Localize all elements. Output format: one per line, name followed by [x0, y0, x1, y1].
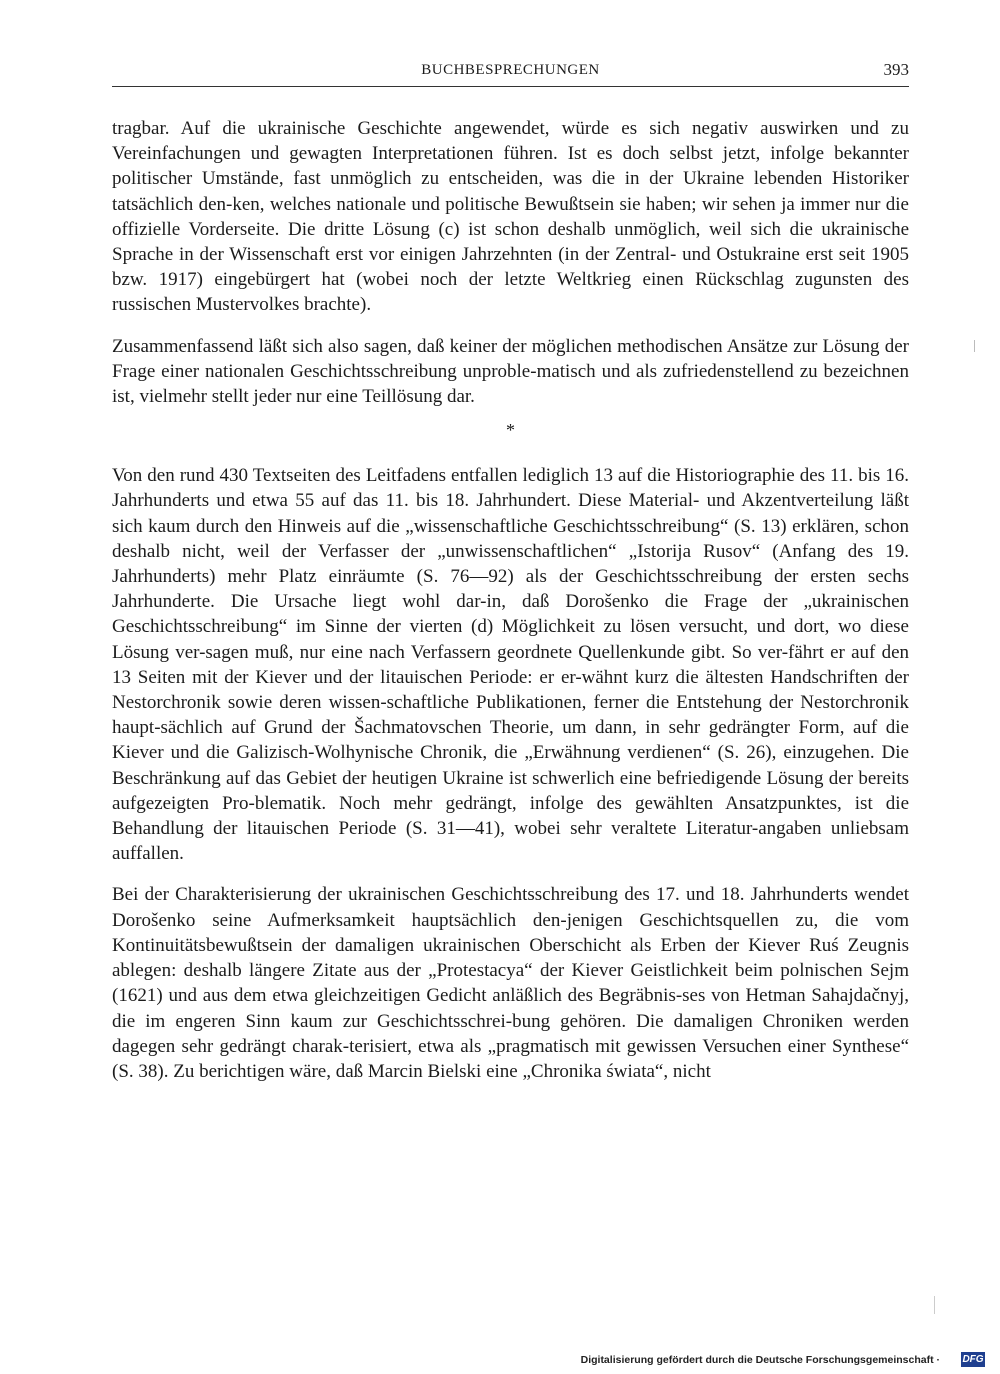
paragraph-spacer — [112, 866, 909, 882]
section-divider: * — [506, 420, 515, 441]
paragraph-spacer — [112, 318, 909, 334]
running-title: BUCHBESPRECHUNGEN — [421, 62, 600, 78]
paragraph-2: Zusammenfassend läßt sich also sagen, daß keiner der möglichen methodischen Ansätze zur Lösung der Frage einer nationalen Geschichtsschreibung unproble-matisch und als zufriedenstellend zu bezeichnen ist, vielmehr stellt jeder nur eine Teillösung dar. — [112, 335, 909, 408]
paragraph-3: Von den rund 430 Textseiten des Leitfadens entfallen lediglich 13 auf die Historiographie des 11. bis 16. Jahrhunderts und etwa 55 auf das 11. bis 18. Jahrhundert. Diese Material- und Akzentverteilung läßt sich kaum durch den Hinweis auf die „wissenschaftliche Geschichtsschreibung“ (S. 13) erklären, schon deshalb nicht, weil der Verfasser der „unwissenschaftlichen“ „Istorija Rusov“ (Anfang des 19. Jahrhunderts) mehr Platz einräumte (S. 76—92) als der Geschichtsschreibung der ersten sechs Jahrhunderte. Die Ursache liegt wohl dar-in, daß Dorošenko die Frage der „ukrainischen Geschichtsschreibung“ im Sinne der vierten (d) Möglichkeit zu lösen versucht, und dort, wo diese Lösung ver-sagen muß, nur eine nach Verfassern geordnete Quellenkunde gibt. So ver-fährt er auf den 13 Seiten mit der Kiever und der litauischen Periode: er er-wähnt kurz die ältesten Handschriften der Nestorchronik sowie deren wissen-schaftliche Publikationen, ferner die Entstehung der Nestorchronik haupt-sächlich auf Grund der Šachmatovschen Theorie, um dann, in sehr gedrängter Form, auf die Kiever und die Galizisch-Wolhynische Chronik, die „Erwähnung verdienen“ (S. 26), einzugehen. Die Beschränkung auf das Gebiet der heutigen Ukraine ist schwerlich eine befriedigende Lösung der bereits aufgezeigten Pro-blematik. Noch mehr gedrängt, infolge des gewählten Ansatzpunktes, ist die Behandlung der litauischen Periode (S. 31—41), wobei sehr veraltete Literatur-angaben unliebsam auffallen. — [112, 465, 909, 865]
page-number: 393 — [883, 60, 909, 79]
funding-note: Digitalisierung gefördert durch die Deutsche Forschungsgemeinschaft · — [580, 1354, 940, 1366]
paragraph-1: tragbar. Auf die ukrainische Geschichte angewendet, würde es sich negativ auswirken und zu Vereinfachungen und gewagten Interpretationen führen. Ist es doch selbst jetzt, infolge bekannter politischer Umstände, fast unmöglich zu entscheiden, was die in der Ukraine lebenden Historiker tatsächlich den-ken, welches nationale und politische Bewußtsein sie haben; wir sehen ja immer nur die offizielle Vorderseite. Die dritte Lösung (c) ist schon deshalb unmöglich, weil sich die ukrainische Sprache in der Wissenschaft erst vor einigen Jahrzehnten (in der Zentral- und Ostukraine erst seit 1905 bzw. 1917) eingebürgert hat (wobei noch der letzte Weltkrieg einen Rückschlag zugunsten des russischen Mustervolkes brachte). — [112, 118, 909, 316]
paragraph-4: Bei der Charakterisierung der ukrainischen Geschichtsschreibung des 17. und 18. Jahrhunderts wendet Dorošenko seine Aufmerksamkeit hauptsächlich den-jenigen Geschichtsquellen zu, die vom Kontinuitätsbewußtsein der damaligen ukrainischen Oberschicht als Erben der Kiever Ruś Zeugnis ablegen: deshalb längere Zitate aus der „Protestacya“ der Kiever Geistlichkeit beim polnischen Sejm (1621) und aus dem etwa gleichzeitigen Gedicht anläßlich des Begräbnis-ses von Hetman Sahajdačnyj, die im engeren Sinn kaum zur Geschichtsschrei-bung gehören. Die damaligen Chroniken werden dagegen sehr gedrängt charak-terisiert, etwa als „pragmatisch mit gewissen Versuchen einer Synthese“ (S. 38). Zu berichtigen wäre, daß Marcin Bielski eine „Chronika świata“, nicht — [112, 884, 909, 1082]
scan-margin-mark — [974, 340, 975, 352]
scan-margin-mark — [934, 1296, 935, 1314]
page-header — [112, 56, 909, 87]
dfg-logo-icon: DFG — [962, 1354, 984, 1365]
page-body — [112, 116, 909, 1084]
